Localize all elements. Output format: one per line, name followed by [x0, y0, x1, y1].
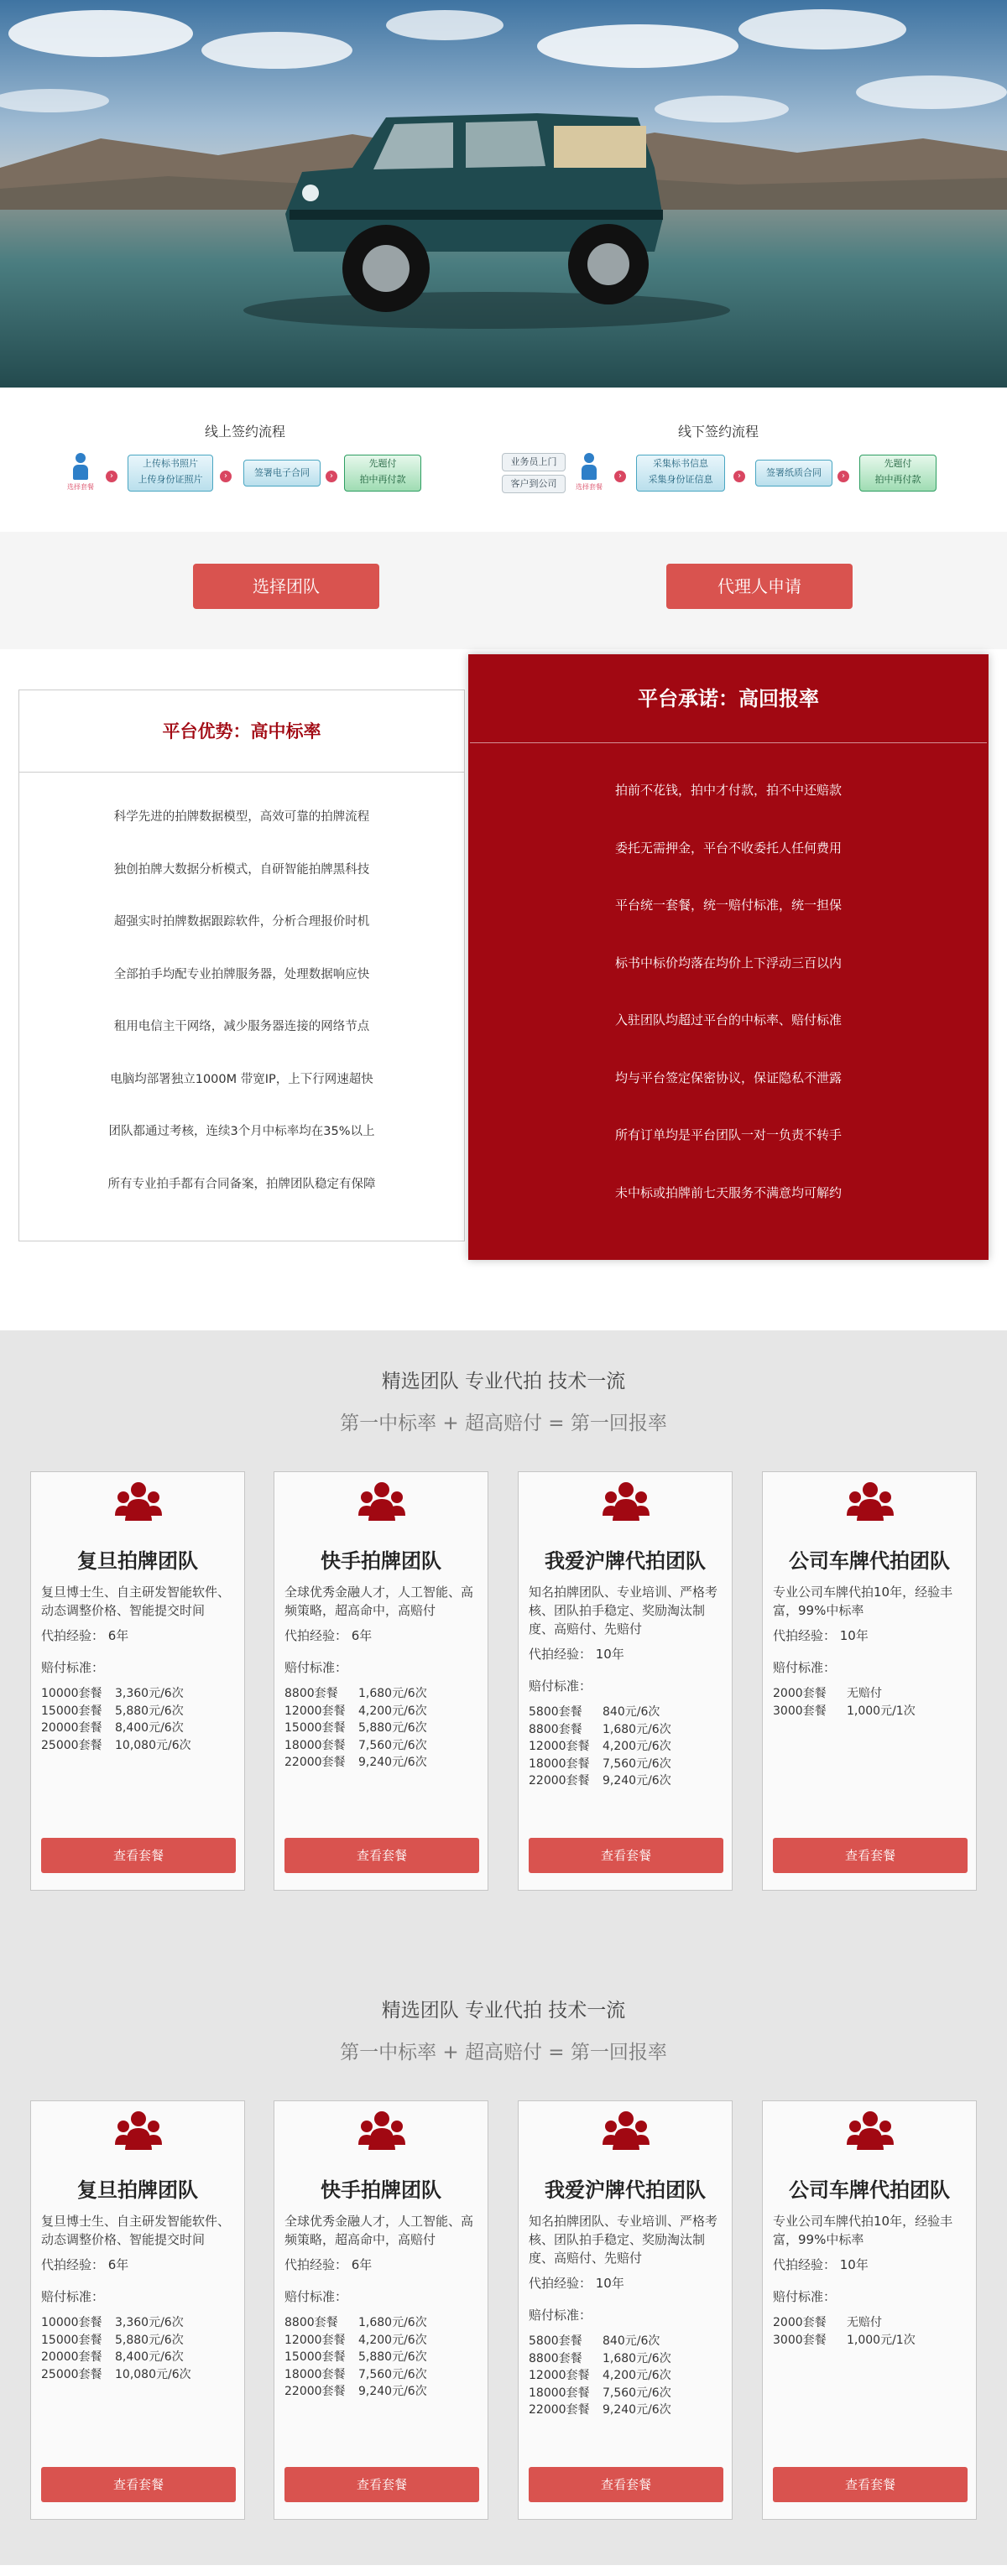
plan-price: 5,880元/6次 — [358, 2350, 427, 2364]
team-experience: 代拍经验： 10年 — [529, 1647, 624, 1662]
plan-price: 9,240元/6次 — [358, 2385, 427, 2398]
team-group-icon — [847, 1481, 894, 1522]
team-plans — [529, 2333, 671, 2419]
arrow-icon: › — [733, 471, 745, 482]
plan-package: 10000套餐 — [41, 1687, 102, 1700]
plan-row — [284, 1720, 427, 1737]
plan-price: 1,000元/1次 — [847, 1704, 916, 1718]
plan-package: 8800套餐 — [529, 1722, 582, 1736]
plan-price: 9,240元/6次 — [358, 1756, 427, 1769]
plan-row — [41, 2314, 191, 2332]
commitment-item: 平台统一套餐，统一赔付标准，统一担保 — [614, 898, 842, 913]
advantage-item: 全部拍手均配专业拍牌服务器，处理数据响应快 — [113, 967, 370, 981]
commitment-item: 入驻团队均超过平台的中标率、赔付标准 — [614, 1012, 842, 1028]
plan-price: 10,080元/6次 — [115, 2367, 191, 2381]
plan-row — [284, 2332, 427, 2350]
advantage-item: 超强实时拍牌数据跟踪软件，分析合理报价时机 — [113, 915, 370, 929]
arrow-icon: › — [326, 471, 337, 482]
plan-price: 4,200元/6次 — [358, 1704, 427, 1718]
team-name: 公司车牌代拍团队 — [789, 2178, 950, 2202]
plan-price: 5,880元/6次 — [115, 1704, 184, 1718]
flow-step-sign: 签署电子合同 — [243, 460, 321, 487]
team-description: 专业公司车牌代拍10年，经验丰富，99%中标率 — [773, 2214, 953, 2247]
team-payout-label: 赔付标准： — [529, 2308, 592, 2323]
plan-package: 12000套餐 — [529, 2369, 590, 2382]
view-plans-button[interactable]: 查看套餐 — [773, 1838, 968, 1873]
plan-row — [284, 1754, 427, 1772]
plan-price: 1,000元/1次 — [847, 2333, 916, 2347]
plan-row — [529, 2333, 671, 2350]
plan-package: 22000套餐 — [284, 1756, 346, 1769]
plan-price: 7,560元/6次 — [358, 1738, 427, 1752]
plan-price: 7,560元/6次 — [603, 2386, 671, 2400]
plan-price: 3,360元/6次 — [115, 2316, 184, 2329]
plan-price: 1,680元/6次 — [358, 2316, 427, 2329]
plan-row — [41, 1703, 191, 1720]
flow-step-collect — [636, 455, 725, 492]
commitment-item: 未中标或拍牌前七天服务不满意均可解约 — [614, 1184, 842, 1200]
plan-package: 22000套餐 — [529, 1774, 590, 1788]
choose-team-button[interactable]: 选择团队 — [193, 564, 379, 609]
plan-row — [41, 2366, 191, 2384]
team-experience: 代拍经验： 6年 — [284, 2257, 373, 2272]
plan-row — [529, 1756, 671, 1773]
plan-row — [284, 2349, 427, 2366]
team-plans — [529, 1704, 671, 1790]
team-experience: 代拍经验： 6年 — [41, 2257, 129, 2272]
section-subtitle: 第一中标率 + 超高赔付 = 第一回报率 — [340, 1413, 667, 1434]
plan-row — [284, 2366, 427, 2384]
team-experience: 代拍经验： 10年 — [529, 2276, 624, 2291]
arrow-icon: › — [837, 471, 849, 482]
action-strip — [0, 532, 1007, 649]
plan-row — [773, 1685, 916, 1703]
plan-row — [529, 2367, 671, 2385]
team-plans — [41, 1685, 191, 1754]
plan-package: 8800套餐 — [284, 2316, 338, 2329]
plan-package: 10000套餐 — [41, 2316, 102, 2329]
plan-package: 3000套餐 — [773, 1704, 827, 1718]
team-group-icon — [603, 1481, 650, 1522]
plan-row — [773, 2332, 916, 2350]
platform-promise-section — [0, 649, 1007, 1330]
plan-package: 22000套餐 — [284, 2385, 346, 2398]
teams-area — [0, 1330, 1007, 2565]
advantage-item: 所有专业拍手都有合同备案，拍牌团队稳定有保障 — [107, 1177, 376, 1191]
plan-row — [529, 1704, 671, 1721]
advantage-item: 电脑均部署独立1000M 带宽IP，上下行网速超快 — [110, 1072, 373, 1086]
team-plans — [773, 1685, 916, 1720]
plan-row — [41, 1685, 191, 1703]
team-payout-label: 赔付标准： — [529, 1678, 592, 1694]
team-section — [0, 1948, 1007, 2565]
plan-price: 9,240元/6次 — [603, 2403, 671, 2417]
team-name: 我爱沪牌代拍团队 — [545, 1549, 706, 1573]
team-card — [274, 2100, 488, 2520]
team-name: 我爱沪牌代拍团队 — [545, 2178, 706, 2202]
team-plans — [284, 1685, 427, 1772]
plan-package: 2000套餐 — [773, 1687, 827, 1700]
flow-step-text: 采集身份证信息 — [648, 474, 713, 485]
team-payout-label: 赔付标准： — [41, 1660, 105, 1675]
team-description: 复旦博士生、自主研发智能软件、动态调整价格、智能提交时间 — [41, 1585, 231, 1618]
flow-step-sign-paper: 签署纸质合同 — [755, 460, 832, 487]
plan-price: 10,080元/6次 — [115, 1738, 191, 1752]
plan-row — [773, 1703, 916, 1720]
commitment-panel — [468, 654, 989, 1260]
hero-image — [0, 0, 1007, 388]
plan-row — [284, 1703, 427, 1720]
team-experience: 代拍经验： 10年 — [773, 2257, 869, 2272]
plan-package: 18000套餐 — [284, 1738, 346, 1752]
advantages-panel — [18, 690, 465, 1241]
plan-package: 5800套餐 — [529, 2334, 582, 2348]
team-group-icon — [358, 1481, 405, 1522]
plan-package: 8800套餐 — [529, 2351, 582, 2365]
plan-price: 7,560元/6次 — [603, 1756, 671, 1771]
plan-package: 15000套餐 — [284, 2350, 346, 2364]
plan-row — [529, 1772, 671, 1790]
plan-price: 1,680元/6次 — [603, 2351, 671, 2365]
team-description: 专业公司车牌代拍10年，经验丰富，99%中标率 — [773, 1585, 953, 1618]
flow-step-text: 先题付 — [884, 458, 912, 469]
flow-step-staff-visit: 业务员上门 — [502, 453, 566, 471]
view-plans-button[interactable]: 查看套餐 — [284, 1838, 479, 1873]
plan-row — [41, 2349, 191, 2366]
plan-price: 3,360元/6次 — [115, 1687, 184, 1700]
view-plans-button[interactable]: 查看套餐 — [773, 2467, 968, 2502]
plan-package: 18000套餐 — [284, 2367, 346, 2381]
team-name: 复旦拍牌团队 — [77, 2178, 198, 2202]
flow-step-text: 上传身份证照片 — [138, 474, 203, 485]
plan-package: 25000套餐 — [41, 1738, 102, 1752]
section-title: 精选团队 专业代拍 技术一流 — [381, 2000, 626, 2022]
plan-package: 20000套餐 — [41, 2350, 102, 2364]
team-payout-label: 赔付标准： — [773, 1660, 837, 1675]
advantage-item: 独创拍牌大数据分析模式，自研智能拍牌黑科技 — [113, 862, 370, 877]
plan-price: 4,200元/6次 — [603, 1740, 671, 1753]
team-group-icon — [847, 2110, 894, 2152]
team-group-icon — [115, 1481, 162, 1522]
flow-step-text: 拍中再付款 — [359, 474, 406, 485]
signing-flows — [0, 388, 1007, 532]
team-description: 全球优秀金融人才，人工智能、高频策略，超高命中，高赔付 — [284, 2214, 474, 2247]
arrow-icon: › — [220, 471, 232, 482]
advantage-item: 租用电信主干网络，减少服务器连接的网络节点 — [113, 1020, 370, 1033]
plan-price: 无赔付 — [847, 1687, 882, 1700]
person-label: 选择套餐 — [67, 483, 94, 491]
commitment-title: 平台承诺：高回报率 — [470, 654, 987, 743]
flow-step-text: 采集标书信息 — [653, 458, 708, 469]
team-card — [762, 2100, 977, 2520]
commitment-item: 所有订单均是平台团队一对一负责不转手 — [614, 1127, 842, 1142]
plan-package: 15000套餐 — [284, 1721, 346, 1735]
plan-price: 840元/6次 — [603, 1705, 660, 1719]
plan-price: 5,880元/6次 — [115, 2333, 184, 2347]
plan-price: 1,680元/6次 — [358, 1687, 427, 1700]
flow-step-text: 上传标书照片 — [143, 458, 198, 469]
plan-package: 15000套餐 — [41, 1704, 102, 1718]
flow-step-text: 先题付 — [368, 458, 397, 469]
team-card — [30, 1471, 245, 1891]
view-plans-button[interactable]: 查看套餐 — [529, 1838, 723, 1873]
plan-row — [773, 2314, 916, 2332]
plan-row — [529, 2402, 671, 2419]
plan-package: 3000套餐 — [773, 2333, 827, 2347]
team-experience: 代拍经验： 6年 — [284, 1628, 373, 1643]
flow-step-text: 拍中再付款 — [874, 474, 921, 485]
section-title: 精选团队 专业代拍 技术一流 — [381, 1371, 626, 1392]
commitment-item: 拍前不花钱，拍中才付款，拍不中还赔款 — [614, 783, 842, 798]
agent-apply-button[interactable]: 代理人申请 — [666, 564, 853, 609]
plan-package: 12000套餐 — [529, 1740, 590, 1753]
plan-price: 4,200元/6次 — [603, 2369, 671, 2382]
hero-banner — [0, 0, 1007, 388]
team-plans — [284, 2314, 427, 2401]
flow-step-pay — [344, 455, 421, 492]
team-group-icon — [358, 2110, 405, 2152]
team-group-icon — [115, 2110, 162, 2152]
team-plans — [773, 2314, 916, 2349]
view-plans-button[interactable]: 查看套餐 — [41, 2467, 236, 2502]
arrow-icon: › — [614, 471, 626, 482]
plan-package: 5800套餐 — [529, 1705, 582, 1719]
plan-price: 无赔付 — [847, 2316, 882, 2329]
plan-row — [41, 1720, 191, 1737]
team-card — [762, 1471, 977, 1891]
person-label: 选择套餐 — [576, 483, 603, 491]
team-name: 快手拍牌团队 — [321, 2178, 441, 2202]
flow-step-pay — [859, 455, 937, 492]
flow-step-client-visit: 客户到公司 — [502, 475, 566, 493]
plan-package: 8800套餐 — [284, 1687, 338, 1700]
plan-package: 12000套餐 — [284, 1704, 346, 1718]
team-name: 公司车牌代拍团队 — [789, 1549, 950, 1573]
plan-row — [529, 1738, 671, 1756]
plan-package: 2000套餐 — [773, 2316, 827, 2329]
commitment-item: 委托无需押金，平台不收委托人任何费用 — [614, 840, 842, 856]
team-description: 知名拍牌团队、专业培训、严格考核、团队拍手稳定、奖励淘汰制度、高赔付、先赔付 — [529, 1585, 718, 1637]
team-payout-label: 赔付标准： — [284, 1660, 348, 1675]
team-card — [30, 2100, 245, 2520]
view-plans-button[interactable]: 查看套餐 — [529, 2467, 723, 2502]
team-description: 知名拍牌团队、专业培训、严格考核、团队拍手稳定、奖励淘汰制度、高赔付、先赔付 — [529, 2214, 718, 2266]
plan-row — [41, 1737, 191, 1755]
team-name: 快手拍牌团队 — [321, 1549, 441, 1573]
plan-price: 9,240元/6次 — [603, 1774, 671, 1788]
advantages-title: 平台优势：高中标率 — [19, 690, 464, 773]
plan-row — [284, 1685, 427, 1703]
plan-package: 20000套餐 — [41, 1721, 102, 1735]
plan-price: 7,560元/6次 — [358, 2367, 427, 2381]
person-icon — [574, 453, 604, 492]
section-subtitle: 第一中标率 + 超高赔付 = 第一回报率 — [340, 2042, 667, 2063]
plan-package: 18000套餐 — [529, 1756, 590, 1771]
flow-step-upload — [128, 455, 213, 492]
team-name: 复旦拍牌团队 — [77, 1549, 198, 1573]
plan-price: 8,400元/6次 — [115, 2350, 184, 2364]
commitment-item: 均与平台签定保密协议，保证隐私不泄露 — [614, 1069, 842, 1085]
plan-price: 4,200元/6次 — [358, 2333, 427, 2347]
view-plans-button[interactable]: 查看套餐 — [284, 2467, 479, 2502]
plan-row — [529, 2350, 671, 2368]
team-payout-label: 赔付标准： — [41, 2289, 105, 2304]
person-icon — [65, 453, 96, 492]
plan-row — [41, 2332, 191, 2350]
plan-row — [529, 1721, 671, 1739]
plan-package: 15000套餐 — [41, 2333, 102, 2347]
team-section — [0, 1330, 1007, 1948]
advantage-item: 团队都通过考核，连续3个月中标率均在35%以上 — [108, 1125, 375, 1138]
team-experience: 代拍经验： 6年 — [41, 1628, 129, 1643]
plan-price: 1,680元/6次 — [603, 1722, 671, 1736]
offline-flow-title: 线下签约流程 — [678, 424, 759, 440]
plan-price: 840元/6次 — [603, 2334, 660, 2348]
team-description: 全球优秀金融人才，人工智能、高频策略，超高命中，高赔付 — [284, 1585, 474, 1618]
team-payout-label: 赔付标准： — [773, 2289, 837, 2304]
advantage-item: 科学先进的拍牌数据模型，高效可靠的拍牌流程 — [113, 810, 370, 824]
team-card — [518, 2100, 733, 2520]
team-payout-label: 赔付标准： — [284, 2289, 348, 2304]
plan-row — [284, 2314, 427, 2332]
team-group-icon — [603, 2110, 650, 2152]
online-flow-title: 线上签约流程 — [205, 424, 286, 440]
plan-package: 25000套餐 — [41, 2367, 102, 2381]
plan-row — [284, 2383, 427, 2401]
team-card — [274, 1471, 488, 1891]
team-experience: 代拍经验： 10年 — [773, 1628, 869, 1643]
team-description: 复旦博士生、自主研发智能软件、动态调整价格、智能提交时间 — [41, 2214, 231, 2247]
plan-price: 8,400元/6次 — [115, 1721, 184, 1735]
plan-package: 18000套餐 — [529, 2386, 590, 2400]
team-card — [518, 1471, 733, 1891]
arrow-icon: › — [106, 471, 117, 482]
view-plans-button[interactable]: 查看套餐 — [41, 1838, 236, 1873]
plan-row — [284, 1737, 427, 1755]
plan-row — [529, 2385, 671, 2402]
plan-price: 5,880元/6次 — [358, 1721, 427, 1735]
commitment-item: 标书中标价均落在均价上下浮动三百以内 — [614, 955, 842, 971]
plan-package: 12000套餐 — [284, 2333, 346, 2347]
plan-package: 22000套餐 — [529, 2403, 590, 2417]
team-plans — [41, 2314, 191, 2383]
